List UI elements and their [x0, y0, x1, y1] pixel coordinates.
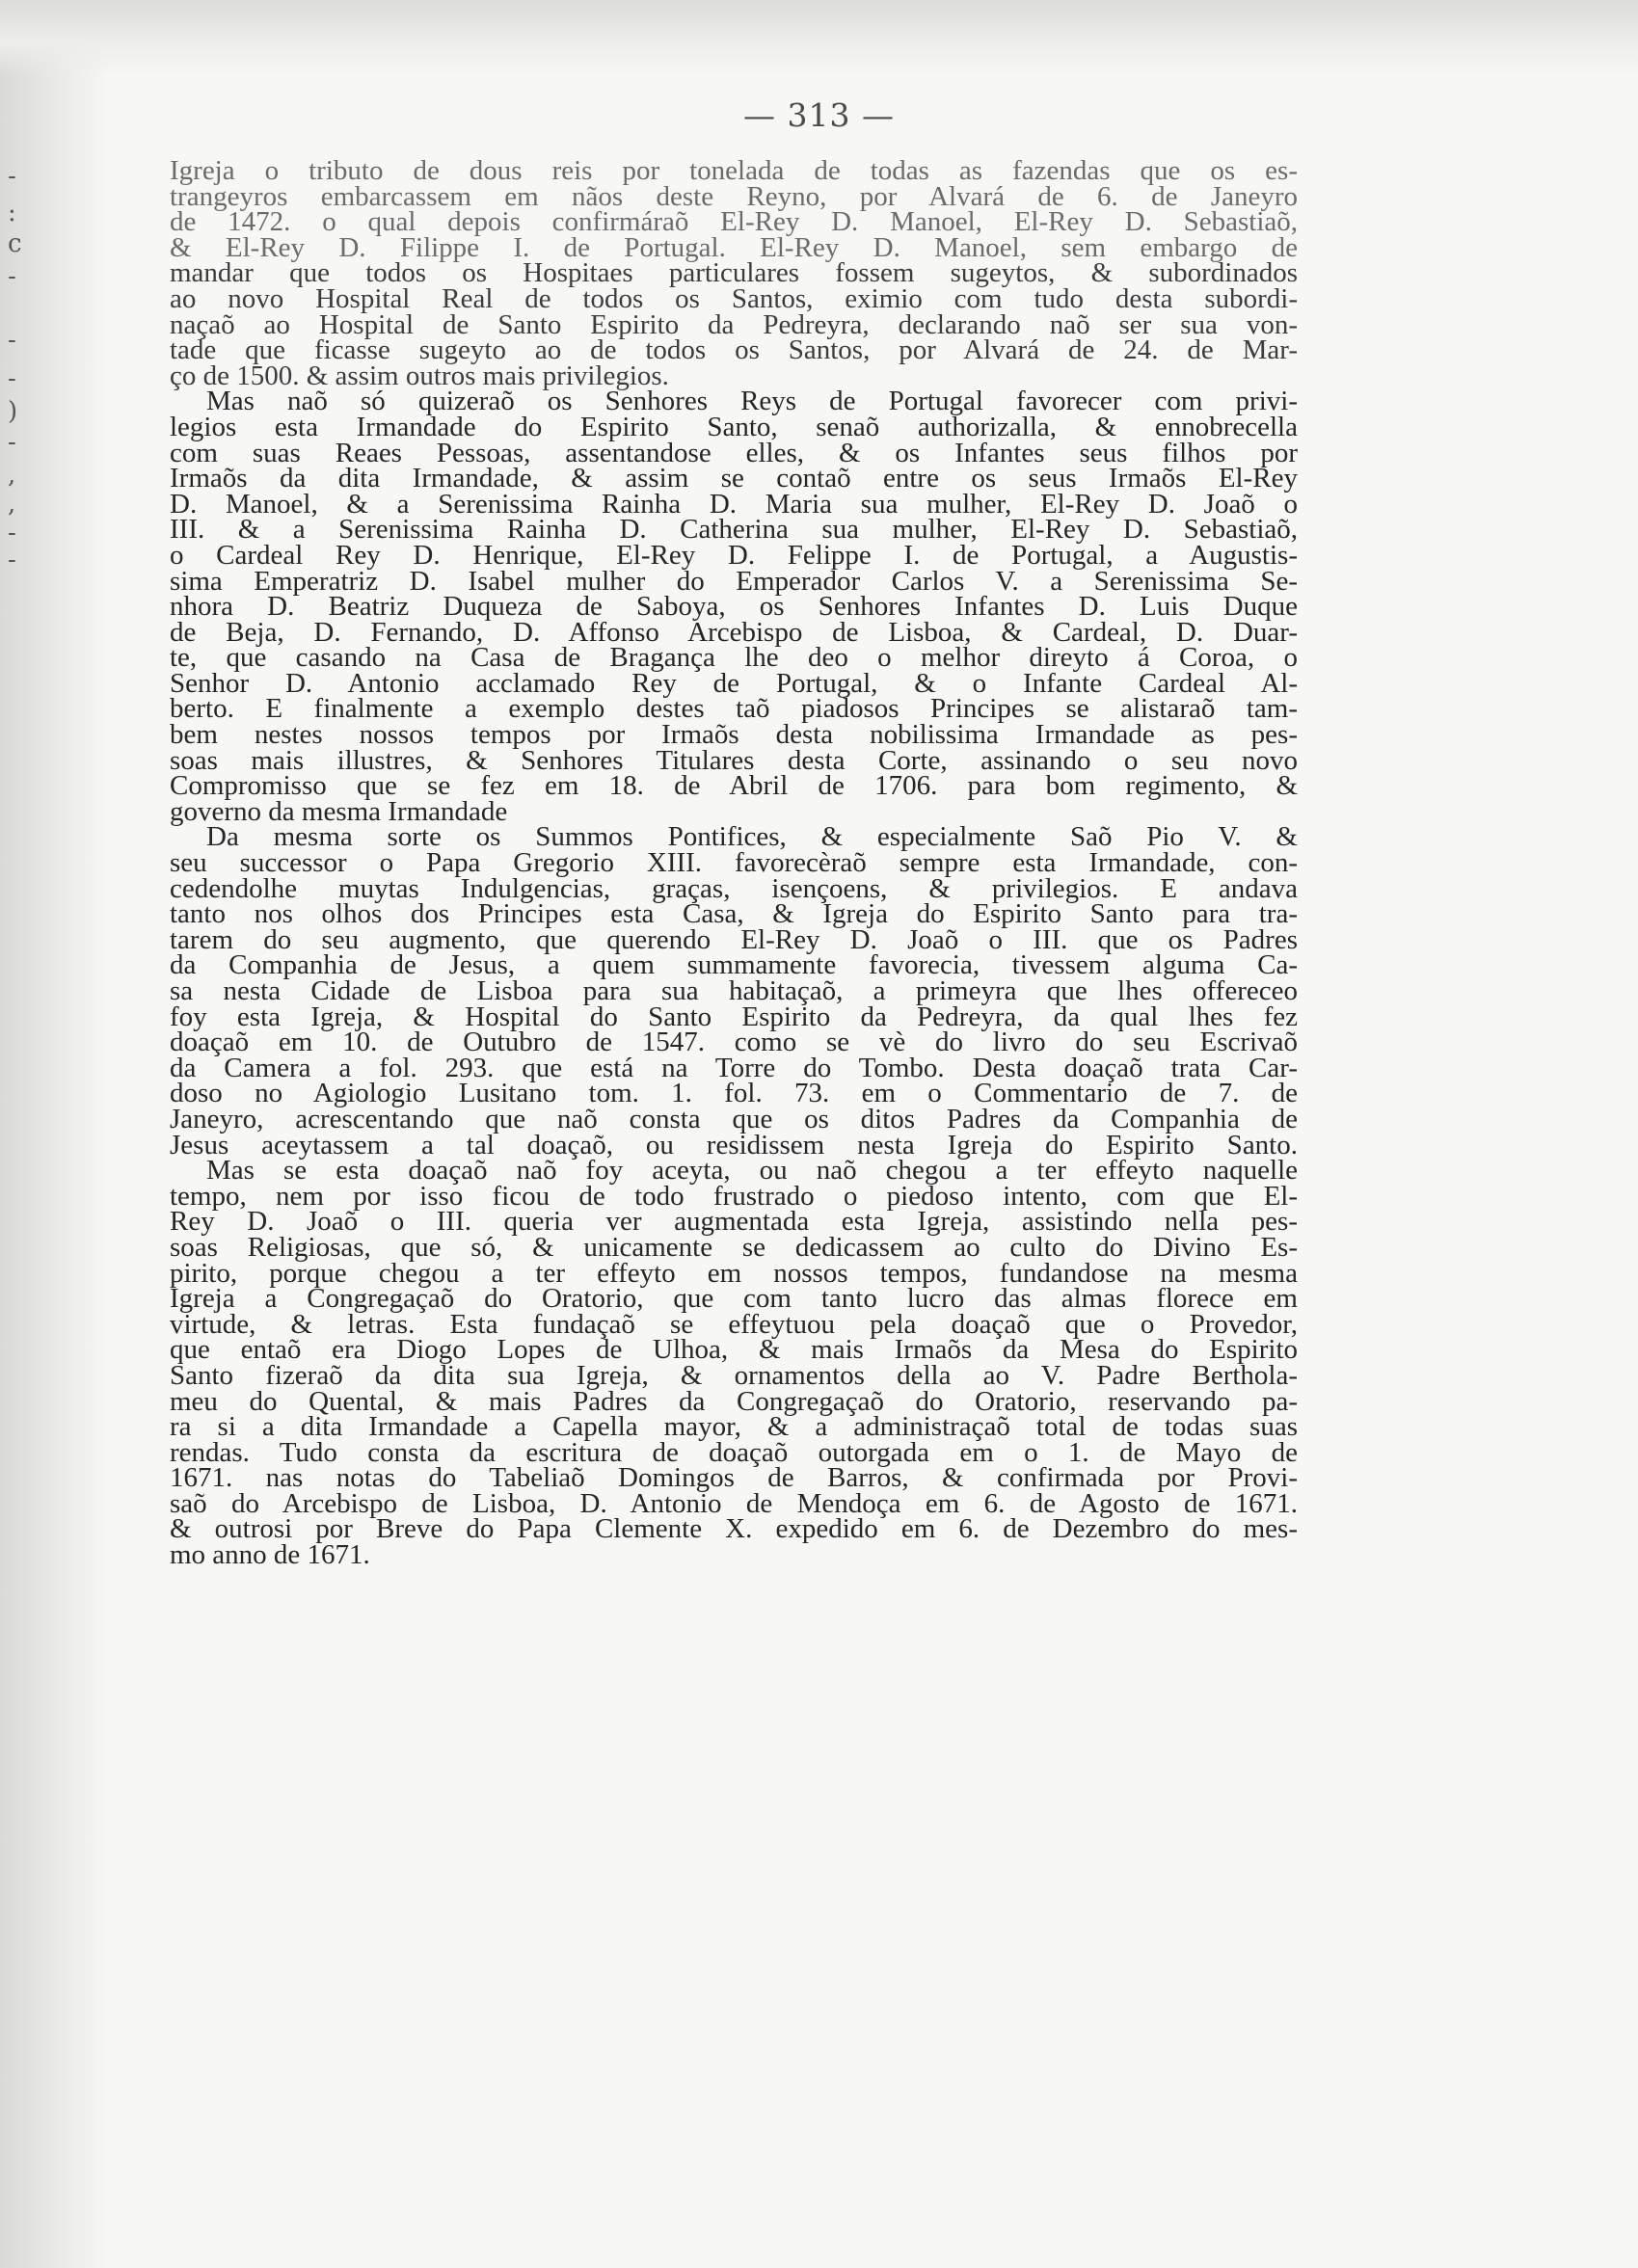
paragraph-start-line: Mas se esta doaçaõ naõ foy aceyta, ou naõ chegou a ter effeyto naquelle — [206, 1155, 1298, 1187]
margin-mark: - — [8, 519, 16, 547]
paragraph-start-line: Da mesma sorte os Summos Pontifices, & especialmente Saõ Pio V. & — [206, 821, 1298, 853]
body-text — [170, 155, 1298, 1571]
text-line: & outrosi por Breve do Papa Clemente X. expedido em 6. de Dezembro do mes- — [170, 1513, 1298, 1545]
scan-edge-shadow-left — [0, 0, 111, 2268]
text-line: tempo, nem por isso ficou de todo frustrado o piedoso intento, com que El- — [170, 1180, 1298, 1212]
text-line: ra si a dita Irmandade a Capella mayor, & a administraçaõ total de todas suas — [170, 1411, 1298, 1443]
margin-mark: , — [8, 461, 16, 490]
text-line: trangeyros embarcassem em nãos deste Reyno, por Alvará de 6. de Janeyro — [170, 180, 1298, 212]
text-line: III. & a Serenissima Rainha D. Catherina sua mulher, El-Rey D. Sebastiaõ, — [170, 514, 1298, 546]
text-line: governo da mesma Irmandade — [170, 795, 508, 827]
text-line: cedendolhe muytas Indulgencias, graças, isençoens, & privilegios. E andava — [170, 872, 1298, 904]
text-line: tade que ficasse sugeyto ao de todos os Santos, por Alvará de 24. de Mar- — [170, 334, 1298, 366]
text-line: ço de 1500. & assim outros mais privilegios. — [170, 360, 669, 391]
text-line: Santo fizeraõ da dita sua Igreja, & ornamentos della ao V. Padre Berthola- — [170, 1359, 1298, 1391]
text-line: ao novo Hospital Real de todos os Santos, eximio com tudo desta subordi- — [170, 282, 1298, 314]
text-line: da Camera a fol. 293. que está na Torre do Tombo. Desta doaçaõ trata Car- — [170, 1052, 1298, 1083]
text-line: soas mais illustres, & Senhores Titulares desta Corte, assinando o seu novo — [170, 744, 1298, 776]
text-line: com suas Reaes Pessoas, assentandose elles, & os Infantes seus filhos por — [170, 437, 1298, 468]
scan-edge-shadow-top — [0, 0, 1638, 77]
margin-mark: - — [8, 262, 16, 291]
text-line: sa nesta Cidade de Lisboa para sua habitaçaõ, a primeyra que lhes offereceo — [170, 975, 1298, 1006]
margin-mark: - — [8, 546, 16, 574]
text-line: seu successor o Papa Gregorio XIII. favorecèraõ sempre esta Irmandade, con- — [170, 847, 1298, 879]
text-line: meu do Quental, & mais Padres da Congregaçaõ do Oratorio, reservando pa- — [170, 1385, 1298, 1417]
text-line: pirito, porque chegou a ter effeyto em nossos tempos, fundandose na mesma — [170, 1257, 1298, 1289]
text-line: tarem do seu augmento, que querendo El-Rey D. Joaõ o III. que os Padres — [170, 923, 1298, 955]
margin-mark: - — [8, 428, 16, 457]
text-line: o Cardeal Rey D. Henrique, El-Rey D. Felippe I. de Portugal, a Augustis- — [170, 539, 1298, 571]
text-line: foy esta Igreja, & Hospital do Santo Espirito da Pedreyra, da qual lhes fez — [170, 1001, 1298, 1032]
text-line: soas Religiosas, que só, & unicamente se dedicassem ao culto do Divino Es- — [170, 1231, 1298, 1263]
text-line: mo anno de 1671. — [170, 1539, 370, 1571]
text-line: Igreja a Congregaçaõ do Oratorio, que com tanto lucro das almas florece em — [170, 1283, 1298, 1315]
margin-mark: : — [8, 199, 16, 227]
text-line: tanto nos olhos dos Principes esta Casa, & Igreja do Espirito Santo para tra- — [170, 898, 1298, 930]
text-line: de Beja, D. Fernando, D. Affonso Arcebispo de Lisboa, & Cardeal, D. Duar- — [170, 616, 1298, 648]
text-line: doso no Agiologio Lusitano tom. 1. fol. 73. em o Commentario de 7. de — [170, 1078, 1298, 1109]
text-line: virtude, & letras. Esta fundaçaõ se effeytuou pela doaçaõ que o Provedor, — [170, 1308, 1298, 1340]
margin-mark: , — [8, 490, 16, 519]
text-line: & El-Rey D. Filippe I. de Portugal. El-Rey D. Manoel, sem embargo de — [170, 231, 1298, 263]
margin-mark: - — [8, 364, 16, 393]
text-line: te, que casando na Casa de Bragança lhe deo o melhor direyto á Coroa, o — [170, 642, 1298, 674]
margin-mark: - — [8, 162, 16, 191]
page-number: — 313 — — [743, 96, 895, 134]
text-line: Irmaõs da dita Irmandade, & assim se contaõ entre os seus Irmaõs El-Rey — [170, 463, 1298, 494]
text-line: rendas. Tudo consta da escritura de doaçaõ outorgada em o 1. de Mayo de — [170, 1436, 1298, 1468]
text-line: bem nestes nossos tempos por Irmaõs desta nobilissima Irmandade as pes- — [170, 719, 1298, 751]
text-line: 1671. nas notas do Tabeliaõ Domingos de Barros, & confirmada por Provi- — [170, 1462, 1298, 1494]
text-line: Compromisso que se fez em 18. de Abril de 1706. para bom regimento, & — [170, 770, 1298, 802]
margin-mark: ) — [8, 397, 18, 426]
text-line: Jesus aceytassem a tal doaçaõ, ou residissem nesta Igreja do Espirito Santo. — [170, 1129, 1298, 1161]
margin-mark: - — [8, 326, 16, 355]
margin-mark: c — [8, 229, 22, 258]
text-line: Igreja o tributo de dous reis por tonelada de todas as fazendas que os es- — [170, 155, 1298, 186]
paragraph-start-line: Mas naõ só quizeraõ os Senhores Reys de Portugal favorecer com privi- — [206, 386, 1298, 417]
text-line: Rey D. Joaõ o III. queria ver augmentada esta Igreja, assistindo nella pes- — [170, 1206, 1298, 1238]
text-line: Janeyro, acrescentando que naõ consta que os ditos Padres da Companhia de — [170, 1103, 1298, 1134]
text-line: berto. E finalmente a exemplo destes taõ piadosos Principes se alistaraõ tam- — [170, 693, 1298, 725]
text-line: da Companhia de Jesus, a quem summamente favorecia, tivessem alguma Ca- — [170, 949, 1298, 981]
text-line: Senhor D. Antonio acclamado Rey de Portugal, & o Infante Cardeal Al- — [170, 667, 1298, 699]
text-line: D. Manoel, & a Serenissima Rainha D. Maria sua mulher, El-Rey D. Joaõ o — [170, 488, 1298, 520]
text-line: que entaõ era Diogo Lopes de Ulhoa, & mais Irmaõs da Mesa do Espirito — [170, 1334, 1298, 1366]
text-line: de 1472. o qual depois confirmáraõ El-Rey D. Manoel, El-Rey D. Sebastiaõ, — [170, 206, 1298, 238]
text-line: nhora D. Beatriz Duqueza de Saboya, os Senhores Infantes D. Luis Duque — [170, 591, 1298, 623]
text-line: saõ do Arcebispo de Lisboa, D. Antonio de Mendoça em 6. de Agosto de 1671. — [170, 1487, 1298, 1519]
text-line: mandar que todos os Hospitaes particulares fossem sugeytos, & subordinados — [170, 257, 1298, 289]
text-line: sima Emperatriz D. Isabel mulher do Emperador Carlos V. a Serenissima Se- — [170, 565, 1298, 597]
text-line: naçaõ ao Hospital de Santo Espirito da Pedreyra, declarando naõ ser sua von- — [170, 308, 1298, 340]
text-line: doaçaõ em 10. de Outubro de 1547. como se vè do livro do seu Escrivaõ — [170, 1027, 1298, 1058]
text-line: legios esta Irmandade do Espirito Santo, senaõ authorizalla, & ennobrecella — [170, 411, 1298, 442]
